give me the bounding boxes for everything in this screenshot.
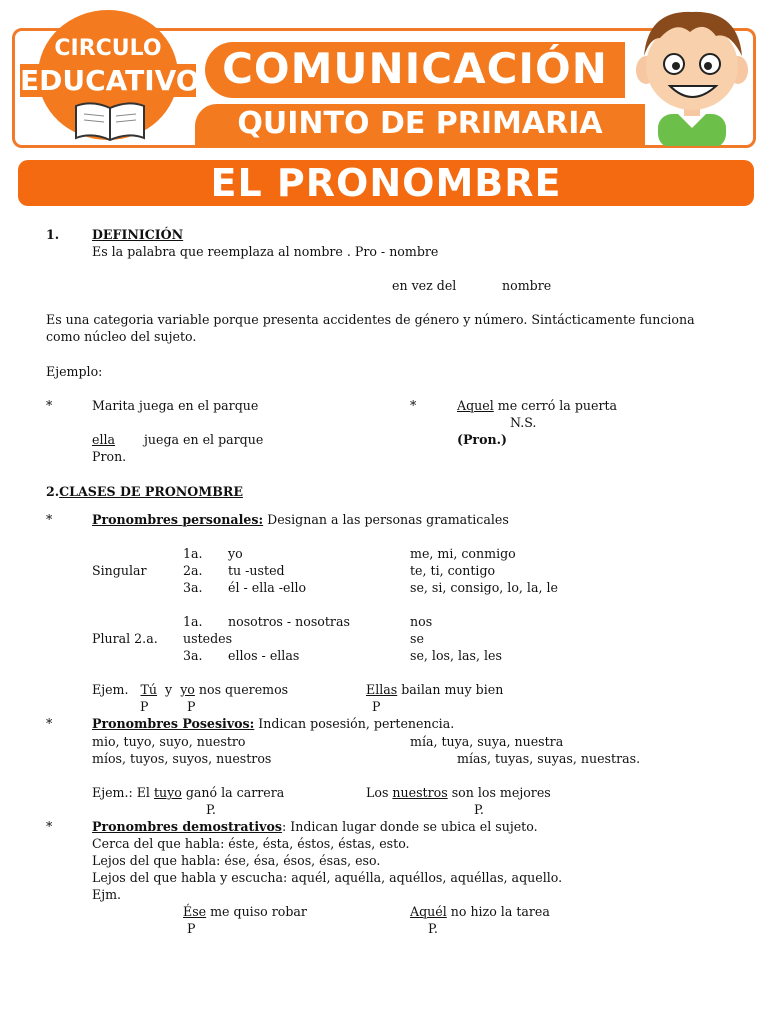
example-rest: no hizo la tarea (446, 904, 550, 919)
bullet: * (410, 398, 417, 413)
p-tag: P (187, 921, 196, 936)
los-label: Los (366, 785, 393, 800)
row-number: 1a. (183, 614, 203, 629)
example1-rest: juega en el parque (144, 432, 264, 447)
subject-title: COMUNICACIÓN (222, 44, 608, 93)
bullet: * (46, 512, 53, 527)
section2-number: 2. (46, 484, 60, 499)
row-subject: tu -usted (228, 563, 285, 578)
row-number: 3a. (183, 648, 203, 663)
example2-sentence (457, 397, 617, 414)
example1-tag: Pron. (92, 449, 127, 464)
demostrativos-heading (92, 818, 538, 835)
demostrativos-desc: : Indican lugar donde se ubica el sujeto. (281, 819, 538, 834)
category-line2: como núcleo del sujeto. (46, 329, 197, 344)
row-subject: ellos - ellas (228, 648, 300, 663)
ejem-label: Ejem. (92, 682, 129, 697)
example-rest: nos queremos (194, 682, 289, 697)
row-number: ustedes (183, 631, 233, 646)
row-object: nos (410, 614, 433, 629)
grade-title: QUINTO DE PRIMARIA (237, 106, 603, 141)
book-icon (72, 98, 148, 144)
example2-ns: N.S. (510, 415, 537, 430)
demostrativos-line1: Cerca del que habla: éste, ésta, éstos, éstas, esto. (92, 836, 410, 851)
row-number: 1a. (183, 546, 203, 561)
demostrativos-example1 (183, 903, 307, 920)
pronoun-ese: Ése (183, 904, 207, 919)
section1-heading: DEFINICIÓN (92, 227, 184, 242)
example1-pronoun: ella (92, 432, 116, 447)
personal-title: Pronombres personales: (92, 512, 264, 527)
logo-line1: CIRCULO (54, 36, 162, 61)
pronoun-tuyo: tuyo (153, 785, 182, 800)
en-vez-del: en vez del (392, 278, 457, 293)
posesivos-list4: mías, tuyas, suyas, nuestras. (457, 751, 641, 766)
logo-line2: EDUCATIVO (20, 64, 200, 97)
pronoun-yo: yo (180, 682, 195, 697)
row-object: se, los, las, les (410, 648, 502, 663)
example2-pronoun: Aquel (457, 398, 494, 413)
demostrativos-line3: Lejos del que habla y escucha: aquél, aquélla, aquéllos, aquéllas, aquello. (92, 870, 563, 885)
row-object: se, si, consigo, lo, la, le (410, 580, 558, 595)
singular-label: Singular (92, 563, 147, 578)
p-tag: P (372, 699, 381, 714)
personal-example (92, 681, 288, 698)
row-number: 3a. (183, 580, 203, 595)
posesivos-heading (92, 715, 454, 732)
personal-heading (92, 511, 509, 528)
demostrativos-example2 (410, 903, 550, 920)
posesivos-title: Pronombres Posesivos: (92, 716, 255, 731)
example2-tag: (Pron.) (457, 432, 507, 447)
example-rest: bailan muy bien (397, 682, 504, 697)
pronoun-tu: Tú (140, 682, 158, 697)
p-tag: P (187, 699, 196, 714)
row-object: me, mi, conmigo (410, 546, 516, 561)
bullet: * (46, 398, 53, 413)
ejemplo-label: Ejemplo: (46, 364, 103, 379)
section2-title: CLASES DE PRONOMBRE (59, 484, 243, 499)
nombre-label: nombre (502, 278, 552, 293)
posesivos-list3: mía, tuya, suya, nuestra (410, 734, 564, 749)
posesivos-list2: míos, tuyos, suyos, nuestros (92, 751, 272, 766)
posesivos-desc: Indican posesión, pertenencia. (254, 716, 455, 731)
posesivos-list1: mio, tuyo, suyo, nuestro (92, 734, 246, 749)
posesivos-example2 (366, 784, 551, 801)
p-tag: P. (474, 802, 484, 817)
page-title: EL PRONOMBRE (210, 161, 562, 205)
demostrativos-title: Pronombres demostrativos (92, 819, 282, 834)
bullet: * (46, 716, 53, 731)
row-subject: nosotros - nosotras (228, 614, 350, 629)
pronoun-nuestros: nuestros (392, 785, 448, 800)
demostrativos-line2: Lejos del que habla: ése, ésa, ésos, ésas, eso. (92, 853, 381, 868)
row-object: te, ti, contigo (410, 563, 496, 578)
section1-number: 1. (46, 227, 60, 242)
row-subject: yo (228, 546, 243, 561)
posesivos-example1 (92, 784, 284, 801)
pronoun-ellas: Ellas (366, 682, 398, 697)
p-tag: P (140, 699, 149, 714)
category-line1: Es una categoria variable porque presenta accidentes de género y número. Sintácticamente funciona (46, 312, 695, 327)
plural-label: Plural 2.a. (92, 631, 158, 646)
row-subject: él - ella -ello (228, 580, 307, 595)
ejm-label: Ejm. (92, 887, 122, 902)
example-rest: son los mejores (447, 785, 551, 800)
boy-mascot-icon (630, 6, 754, 146)
definition-text: Es la palabra que reemplaza al nombre . Pro - nombre (92, 244, 439, 259)
p-tag: P. (428, 921, 438, 936)
section2-heading (46, 483, 243, 500)
example-rest: ganó la carrera (181, 785, 285, 800)
example1-sentence: Marita juega en el parque (92, 398, 259, 413)
conj-y: y (165, 682, 173, 697)
p-tag: P. (206, 802, 216, 817)
example-rest: me quiso robar (206, 904, 307, 919)
personal-desc: Designan a las personas gramaticales (263, 512, 509, 527)
pronoun-aquel: Aquél (410, 904, 447, 919)
row-object: se (410, 631, 424, 646)
example2-rest: me cerró la puerta (493, 398, 618, 413)
row-number: 2a. (183, 563, 203, 578)
ejem-label: Ejem.: El (92, 785, 154, 800)
bullet: * (46, 819, 53, 834)
personal-example2 (366, 681, 503, 698)
